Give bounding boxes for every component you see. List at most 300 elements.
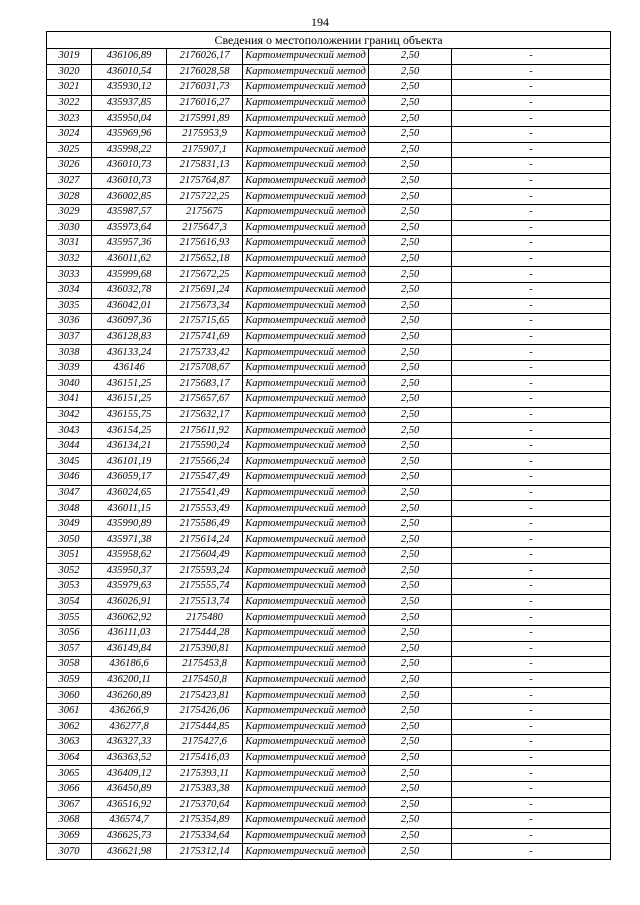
- coord-x-cell: 436097,36: [92, 314, 167, 330]
- table-row: [47, 501, 611, 517]
- coord-x-cell: 435973,64: [92, 220, 167, 236]
- method-cell: Картометрический метод: [243, 688, 369, 704]
- accuracy-cell: 2,50: [369, 204, 452, 220]
- table-row: [47, 828, 611, 844]
- method-cell: Картометрический метод: [243, 267, 369, 283]
- table-row: [47, 392, 611, 408]
- table-row: [47, 126, 611, 142]
- note-cell: -: [452, 657, 611, 673]
- table-row: [47, 688, 611, 704]
- accuracy-cell: 2,50: [369, 236, 452, 252]
- page-number: 194: [311, 15, 329, 29]
- note-cell: -: [452, 797, 611, 813]
- accuracy-cell: 2,50: [369, 126, 452, 142]
- point-number-cell: 3029: [47, 204, 92, 220]
- accuracy-cell: 2,50: [369, 688, 452, 704]
- coord-y-cell: 2175553,49: [167, 501, 243, 517]
- note-cell: -: [452, 189, 611, 205]
- point-number-cell: 3055: [47, 610, 92, 626]
- accuracy-cell: 2,50: [369, 142, 452, 158]
- point-number-cell: 3021: [47, 80, 92, 96]
- coord-y-cell: 2175657,67: [167, 392, 243, 408]
- accuracy-cell: 2,50: [369, 298, 452, 314]
- table-row: [47, 298, 611, 314]
- note-cell: -: [452, 750, 611, 766]
- coord-y-cell: 2175708,67: [167, 360, 243, 376]
- coord-y-cell: 2176016,27: [167, 95, 243, 111]
- coord-x-cell: 436266,9: [92, 703, 167, 719]
- accuracy-cell: 2,50: [369, 516, 452, 532]
- coord-x-cell: 435998,22: [92, 142, 167, 158]
- point-number-cell: 3028: [47, 189, 92, 205]
- coord-x-cell: 436134,21: [92, 438, 167, 454]
- table-row: [47, 111, 611, 127]
- table-row: [47, 314, 611, 330]
- point-number-cell: 3025: [47, 142, 92, 158]
- note-cell: -: [452, 126, 611, 142]
- accuracy-cell: 2,50: [369, 220, 452, 236]
- method-cell: Картометрический метод: [243, 579, 369, 595]
- coord-y-cell: 2175334,64: [167, 828, 243, 844]
- point-number-cell: 3045: [47, 454, 92, 470]
- table-row: [47, 579, 611, 595]
- table-row: [47, 407, 611, 423]
- table-row: [47, 142, 611, 158]
- table-row: [47, 220, 611, 236]
- method-cell: Картометрический метод: [243, 95, 369, 111]
- coord-x-cell: 436327,33: [92, 735, 167, 751]
- point-number-cell: 3060: [47, 688, 92, 704]
- method-cell: Картометрический метод: [243, 703, 369, 719]
- coord-y-cell: 2175611,92: [167, 423, 243, 439]
- coord-y-cell: 2175426,06: [167, 703, 243, 719]
- coord-x-cell: 436146: [92, 360, 167, 376]
- table-row: [47, 672, 611, 688]
- coord-y-cell: 2175566,24: [167, 454, 243, 470]
- coord-x-cell: 436277,8: [92, 719, 167, 735]
- method-cell: Картометрический метод: [243, 470, 369, 486]
- point-number-cell: 3020: [47, 64, 92, 80]
- accuracy-cell: 2,50: [369, 454, 452, 470]
- table-row: [47, 64, 611, 80]
- method-cell: Картометрический метод: [243, 438, 369, 454]
- accuracy-cell: 2,50: [369, 532, 452, 548]
- table-row: [47, 251, 611, 267]
- method-cell: Картометрический метод: [243, 485, 369, 501]
- note-cell: -: [452, 392, 611, 408]
- coord-y-cell: 2175444,28: [167, 625, 243, 641]
- coord-x-cell: 436516,92: [92, 797, 167, 813]
- accuracy-cell: 2,50: [369, 766, 452, 782]
- point-number-cell: 3042: [47, 407, 92, 423]
- method-cell: Картометрический метод: [243, 672, 369, 688]
- note-cell: -: [452, 376, 611, 392]
- note-cell: -: [452, 625, 611, 641]
- note-cell: -: [452, 407, 611, 423]
- accuracy-cell: 2,50: [369, 797, 452, 813]
- coord-x-cell: 436409,12: [92, 766, 167, 782]
- method-cell: Картометрический метод: [243, 735, 369, 751]
- method-cell: Картометрический метод: [243, 298, 369, 314]
- table-row: [47, 610, 611, 626]
- point-number-cell: 3040: [47, 376, 92, 392]
- table-row: [47, 485, 611, 501]
- coord-x-cell: 436011,15: [92, 501, 167, 517]
- table-body: [47, 49, 611, 860]
- point-number-cell: 3070: [47, 844, 92, 860]
- table-row: [47, 797, 611, 813]
- coord-x-cell: 436032,78: [92, 282, 167, 298]
- note-cell: -: [452, 579, 611, 595]
- table-row: [47, 594, 611, 610]
- method-cell: Картометрический метод: [243, 220, 369, 236]
- method-cell: Картометрический метод: [243, 719, 369, 735]
- point-number-cell: 3053: [47, 579, 92, 595]
- method-cell: Картометрический метод: [243, 828, 369, 844]
- table-row: [47, 781, 611, 797]
- coord-x-cell: 435958,62: [92, 548, 167, 564]
- point-number-cell: 3056: [47, 625, 92, 641]
- coord-y-cell: 2175764,87: [167, 173, 243, 189]
- method-cell: Картометрический метод: [243, 454, 369, 470]
- accuracy-cell: 2,50: [369, 158, 452, 174]
- note-cell: -: [452, 563, 611, 579]
- table-row: [47, 625, 611, 641]
- accuracy-cell: 2,50: [369, 64, 452, 80]
- coord-y-cell: 2175604,49: [167, 548, 243, 564]
- point-number-cell: 3033: [47, 267, 92, 283]
- method-cell: Картометрический метод: [243, 236, 369, 252]
- method-cell: Картометрический метод: [243, 516, 369, 532]
- method-cell: Картометрический метод: [243, 594, 369, 610]
- method-cell: Картометрический метод: [243, 189, 369, 205]
- coord-x-cell: 436042,01: [92, 298, 167, 314]
- point-number-cell: 3043: [47, 423, 92, 439]
- point-number-cell: 3034: [47, 282, 92, 298]
- point-number-cell: 3049: [47, 516, 92, 532]
- point-number-cell: 3019: [47, 49, 92, 65]
- coord-y-cell: 2175453,8: [167, 657, 243, 673]
- accuracy-cell: 2,50: [369, 703, 452, 719]
- accuracy-cell: 2,50: [369, 392, 452, 408]
- method-cell: Картометрический метод: [243, 501, 369, 517]
- accuracy-cell: 2,50: [369, 485, 452, 501]
- method-cell: Картометрический метод: [243, 204, 369, 220]
- note-cell: -: [452, 64, 611, 80]
- method-cell: Картометрический метод: [243, 111, 369, 127]
- point-number-cell: 3031: [47, 236, 92, 252]
- coord-y-cell: 2175541,49: [167, 485, 243, 501]
- accuracy-cell: 2,50: [369, 563, 452, 579]
- table-row: [47, 345, 611, 361]
- coord-y-cell: 2175672,25: [167, 267, 243, 283]
- coord-y-cell: 2175953,9: [167, 126, 243, 142]
- coord-y-cell: 2175450,8: [167, 672, 243, 688]
- coord-y-cell: 2175354,89: [167, 813, 243, 829]
- point-number-cell: 3067: [47, 797, 92, 813]
- note-cell: -: [452, 688, 611, 704]
- table-row: [47, 766, 611, 782]
- note-cell: -: [452, 813, 611, 829]
- table-row: [47, 376, 611, 392]
- coord-x-cell: 436186,6: [92, 657, 167, 673]
- method-cell: Картометрический метод: [243, 610, 369, 626]
- method-cell: Картометрический метод: [243, 407, 369, 423]
- method-cell: Картометрический метод: [243, 345, 369, 361]
- coord-y-cell: 2175991,89: [167, 111, 243, 127]
- note-cell: -: [452, 766, 611, 782]
- coord-x-cell: 435930,12: [92, 80, 167, 96]
- point-number-cell: 3046: [47, 470, 92, 486]
- coord-y-cell: 2175513,74: [167, 594, 243, 610]
- table-row: [47, 454, 611, 470]
- point-number-cell: 3058: [47, 657, 92, 673]
- note-cell: -: [452, 173, 611, 189]
- coord-x-cell: 435990,89: [92, 516, 167, 532]
- accuracy-cell: 2,50: [369, 594, 452, 610]
- note-cell: -: [452, 251, 611, 267]
- coord-y-cell: 2175741,69: [167, 329, 243, 345]
- point-number-cell: 3023: [47, 111, 92, 127]
- coord-x-cell: 436625,73: [92, 828, 167, 844]
- coord-x-cell: 436024,65: [92, 485, 167, 501]
- coord-y-cell: 2176026,17: [167, 49, 243, 65]
- note-cell: -: [452, 80, 611, 96]
- coord-x-cell: 436149,84: [92, 641, 167, 657]
- table-title: Сведения о местоположении границ объекта: [47, 32, 611, 49]
- method-cell: Картометрический метод: [243, 376, 369, 392]
- coord-x-cell: 436363,52: [92, 750, 167, 766]
- method-cell: Картометрический метод: [243, 158, 369, 174]
- note-cell: -: [452, 314, 611, 330]
- coord-y-cell: 2175423,81: [167, 688, 243, 704]
- note-cell: -: [452, 735, 611, 751]
- table-row: [47, 813, 611, 829]
- method-cell: Картометрический метод: [243, 142, 369, 158]
- point-number-cell: 3030: [47, 220, 92, 236]
- coord-x-cell: 436106,89: [92, 49, 167, 65]
- note-cell: -: [452, 703, 611, 719]
- coord-y-cell: 2175691,24: [167, 282, 243, 298]
- coord-x-cell: 436011,62: [92, 251, 167, 267]
- boundary-coordinates-table: [46, 31, 611, 860]
- accuracy-cell: 2,50: [369, 376, 452, 392]
- accuracy-cell: 2,50: [369, 735, 452, 751]
- coord-x-cell: 436059,17: [92, 470, 167, 486]
- note-cell: -: [452, 158, 611, 174]
- note-cell: -: [452, 298, 611, 314]
- point-number-cell: 3041: [47, 392, 92, 408]
- accuracy-cell: 2,50: [369, 610, 452, 626]
- coord-y-cell: 2175390,81: [167, 641, 243, 657]
- table-row: [47, 703, 611, 719]
- point-number-cell: 3039: [47, 360, 92, 376]
- method-cell: Картометрический метод: [243, 282, 369, 298]
- method-cell: Картометрический метод: [243, 423, 369, 439]
- note-cell: -: [452, 844, 611, 860]
- table-row: [47, 360, 611, 376]
- table-row: [47, 158, 611, 174]
- point-number-cell: 3063: [47, 735, 92, 751]
- coord-y-cell: 2175614,24: [167, 532, 243, 548]
- point-number-cell: 3068: [47, 813, 92, 829]
- accuracy-cell: 2,50: [369, 813, 452, 829]
- coord-x-cell: 435957,36: [92, 236, 167, 252]
- table-row: [47, 49, 611, 65]
- coord-x-cell: 436151,25: [92, 376, 167, 392]
- method-cell: Картометрический метод: [243, 813, 369, 829]
- accuracy-cell: 2,50: [369, 95, 452, 111]
- note-cell: -: [452, 610, 611, 626]
- coord-x-cell: 435950,37: [92, 563, 167, 579]
- table-row: [47, 189, 611, 205]
- coord-y-cell: 2175586,49: [167, 516, 243, 532]
- accuracy-cell: 2,50: [369, 111, 452, 127]
- note-cell: -: [452, 454, 611, 470]
- coord-y-cell: 2175652,18: [167, 251, 243, 267]
- point-number-cell: 3035: [47, 298, 92, 314]
- table-row: [47, 267, 611, 283]
- accuracy-cell: 2,50: [369, 828, 452, 844]
- note-cell: -: [452, 111, 611, 127]
- coord-x-cell: 435969,96: [92, 126, 167, 142]
- accuracy-cell: 2,50: [369, 251, 452, 267]
- table-row: [47, 282, 611, 298]
- coord-y-cell: 2175393,11: [167, 766, 243, 782]
- point-number-cell: 3062: [47, 719, 92, 735]
- accuracy-cell: 2,50: [369, 781, 452, 797]
- note-cell: -: [452, 672, 611, 688]
- method-cell: Картометрический метод: [243, 657, 369, 673]
- method-cell: Картометрический метод: [243, 329, 369, 345]
- coord-y-cell: 2175480: [167, 610, 243, 626]
- coord-x-cell: 436128,83: [92, 329, 167, 345]
- method-cell: Картометрический метод: [243, 781, 369, 797]
- method-cell: Картометрический метод: [243, 750, 369, 766]
- point-number-cell: 3064: [47, 750, 92, 766]
- accuracy-cell: 2,50: [369, 80, 452, 96]
- coord-y-cell: 2175722,25: [167, 189, 243, 205]
- accuracy-cell: 2,50: [369, 672, 452, 688]
- point-number-cell: 3022: [47, 95, 92, 111]
- note-cell: -: [452, 282, 611, 298]
- coord-x-cell: 436010,54: [92, 64, 167, 80]
- coord-y-cell: 2175383,38: [167, 781, 243, 797]
- coord-x-cell: 436026,91: [92, 594, 167, 610]
- note-cell: -: [452, 485, 611, 501]
- point-number-cell: 3036: [47, 314, 92, 330]
- note-cell: -: [452, 516, 611, 532]
- coord-y-cell: 2175427,6: [167, 735, 243, 751]
- method-cell: Картометрический метод: [243, 314, 369, 330]
- coord-y-cell: 2175590,24: [167, 438, 243, 454]
- point-number-cell: 3032: [47, 251, 92, 267]
- accuracy-cell: 2,50: [369, 438, 452, 454]
- method-cell: Картометрический метод: [243, 251, 369, 267]
- method-cell: Картометрический метод: [243, 766, 369, 782]
- coord-x-cell: 436062,92: [92, 610, 167, 626]
- coord-x-cell: 436133,24: [92, 345, 167, 361]
- table-row: [47, 750, 611, 766]
- coord-y-cell: 2175370,64: [167, 797, 243, 813]
- coord-y-cell: 2175647,3: [167, 220, 243, 236]
- point-number-cell: 3038: [47, 345, 92, 361]
- coord-x-cell: 435987,57: [92, 204, 167, 220]
- table-row: [47, 735, 611, 751]
- note-cell: -: [452, 267, 611, 283]
- method-cell: Картометрический метод: [243, 80, 369, 96]
- table-row: [47, 719, 611, 735]
- table-row: [47, 423, 611, 439]
- note-cell: -: [452, 438, 611, 454]
- table-row: [47, 173, 611, 189]
- accuracy-cell: 2,50: [369, 314, 452, 330]
- coord-y-cell: 2175733,42: [167, 345, 243, 361]
- coord-y-cell: 2175616,93: [167, 236, 243, 252]
- coord-x-cell: 436002,85: [92, 189, 167, 205]
- note-cell: -: [452, 532, 611, 548]
- accuracy-cell: 2,50: [369, 641, 452, 657]
- note-cell: -: [452, 95, 611, 111]
- table-row: [47, 95, 611, 111]
- coord-x-cell: 435979,63: [92, 579, 167, 595]
- accuracy-cell: 2,50: [369, 49, 452, 65]
- coord-y-cell: 2175416,03: [167, 750, 243, 766]
- point-number-cell: 3051: [47, 548, 92, 564]
- coord-x-cell: 435950,04: [92, 111, 167, 127]
- method-cell: Картометрический метод: [243, 844, 369, 860]
- table-row: [47, 80, 611, 96]
- table-row: [47, 438, 611, 454]
- accuracy-cell: 2,50: [369, 267, 452, 283]
- coord-x-cell: 436154,25: [92, 423, 167, 439]
- coord-x-cell: 436010,73: [92, 173, 167, 189]
- method-cell: Картометрический метод: [243, 797, 369, 813]
- coord-y-cell: 2175907,1: [167, 142, 243, 158]
- accuracy-cell: 2,50: [369, 719, 452, 735]
- method-cell: Картометрический метод: [243, 563, 369, 579]
- note-cell: -: [452, 828, 611, 844]
- method-cell: Картометрический метод: [243, 64, 369, 80]
- note-cell: -: [452, 345, 611, 361]
- method-cell: Картометрический метод: [243, 360, 369, 376]
- accuracy-cell: 2,50: [369, 282, 452, 298]
- coord-x-cell: 436010,73: [92, 158, 167, 174]
- coord-x-cell: 435937,85: [92, 95, 167, 111]
- coord-x-cell: 436111,03: [92, 625, 167, 641]
- point-number-cell: 3052: [47, 563, 92, 579]
- point-number-cell: 3057: [47, 641, 92, 657]
- table-row: [47, 204, 611, 220]
- coord-x-cell: 436260,89: [92, 688, 167, 704]
- note-cell: -: [452, 329, 611, 345]
- point-number-cell: 3026: [47, 158, 92, 174]
- note-cell: -: [452, 719, 611, 735]
- point-number-cell: 3024: [47, 126, 92, 142]
- coord-y-cell: 2175547,49: [167, 470, 243, 486]
- point-number-cell: 3047: [47, 485, 92, 501]
- accuracy-cell: 2,50: [369, 329, 452, 345]
- coord-x-cell: 436101,19: [92, 454, 167, 470]
- point-number-cell: 3050: [47, 532, 92, 548]
- note-cell: -: [452, 594, 611, 610]
- point-number-cell: 3065: [47, 766, 92, 782]
- method-cell: Картометрический метод: [243, 641, 369, 657]
- method-cell: Картометрический метод: [243, 625, 369, 641]
- accuracy-cell: 2,50: [369, 625, 452, 641]
- table-title-row: [47, 32, 611, 49]
- coord-x-cell: 436574,7: [92, 813, 167, 829]
